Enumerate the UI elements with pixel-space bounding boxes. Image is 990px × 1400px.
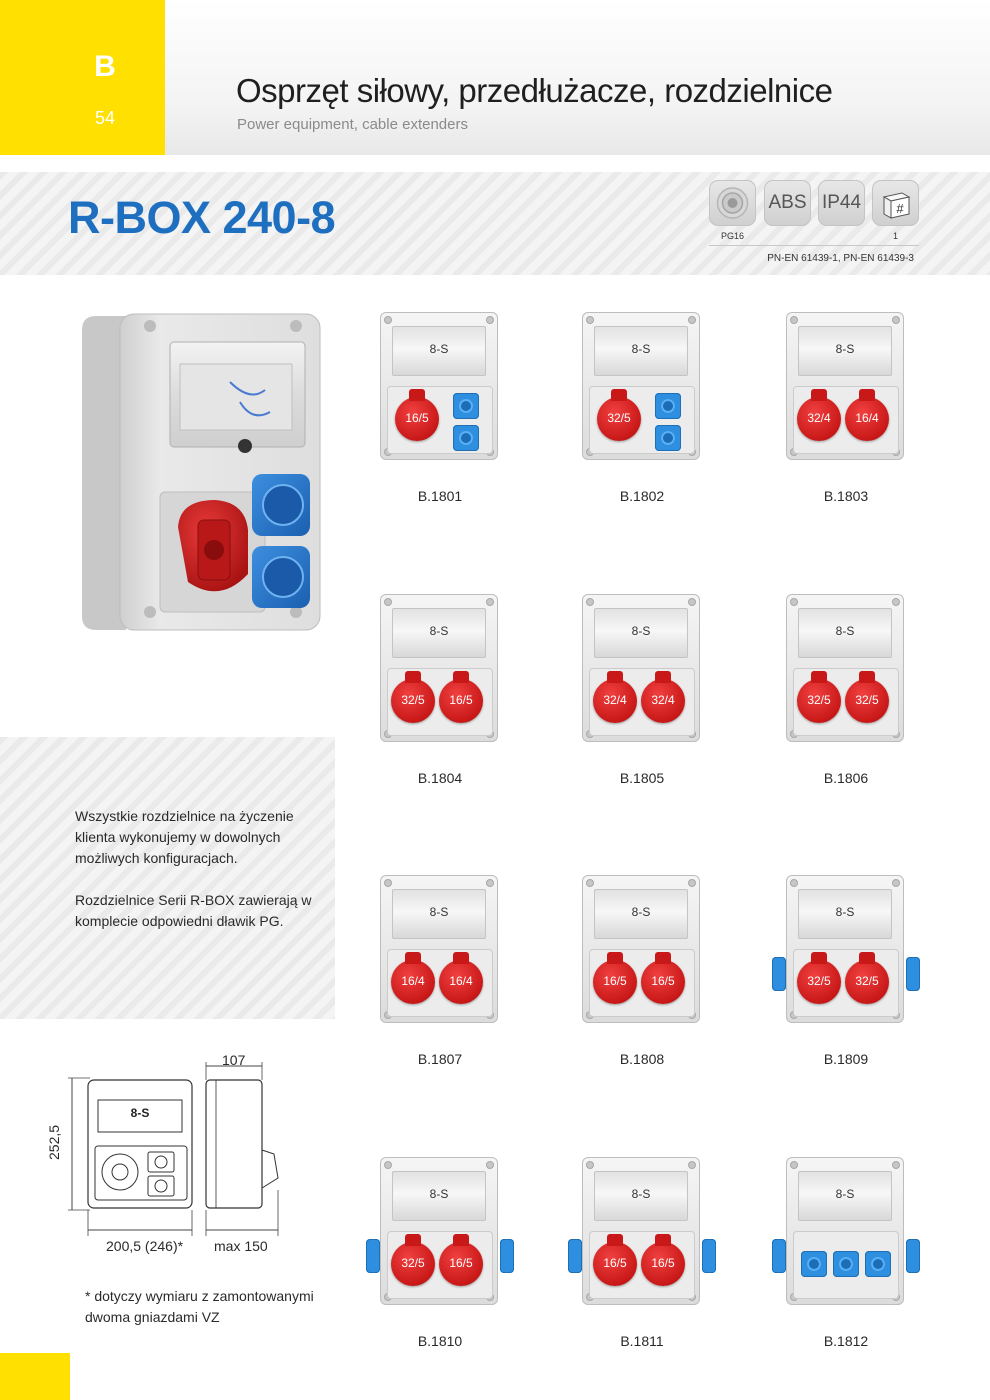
- variant-card: [562, 312, 722, 508]
- max-dimension: max 150: [214, 1238, 268, 1254]
- variant-card: [766, 875, 926, 1071]
- screw-icon: [688, 879, 696, 887]
- screw-icon: [486, 879, 494, 887]
- socket-rating: 32/4: [651, 693, 675, 707]
- badge-material: ABS: [764, 180, 811, 226]
- breaker-window: [798, 889, 892, 939]
- window-label: 8-S: [631, 905, 651, 919]
- page-subtitle: Power equipment, cable extenders: [237, 116, 468, 133]
- enclosure-thumbnail: [786, 594, 904, 742]
- screw-icon: [384, 316, 392, 324]
- screw-icon: [586, 598, 594, 606]
- page-title: Osprzęt siłowy, przedłużacze, rozdzielnice: [236, 72, 833, 109]
- red-socket-icon: [391, 1242, 435, 1286]
- variant-code: B.1807: [417, 1051, 463, 1067]
- variant-code: B.1803: [823, 488, 869, 504]
- technical-drawing: [60, 1060, 290, 1240]
- blue-socket-icon: [453, 425, 479, 451]
- screw-icon: [892, 1161, 900, 1169]
- enclosure-thumbnail: [786, 1157, 904, 1305]
- variant-card: [766, 312, 926, 508]
- socket-rating: 16/4: [449, 974, 473, 988]
- product-photo: [80, 312, 335, 632]
- red-socket-icon: [593, 1242, 637, 1286]
- screw-icon: [688, 1161, 696, 1169]
- breaker-window: [594, 1171, 688, 1221]
- red-socket-icon: [593, 960, 637, 1004]
- variant-code: B.1811: [620, 1333, 664, 1349]
- socket-rating: 32/5: [807, 974, 831, 988]
- quantity-symbol: #: [896, 201, 904, 216]
- depth-dimension: 107: [222, 1052, 246, 1068]
- red-socket-icon: [845, 679, 889, 723]
- breaker-window: [392, 326, 486, 376]
- variant-code: B.1804: [417, 770, 463, 786]
- side-socket-icon: [366, 1239, 380, 1273]
- norm-divider: [709, 245, 919, 246]
- red-socket-icon: [797, 397, 841, 441]
- blue-socket-icon: [655, 425, 681, 451]
- socket-rating: 16/5: [449, 693, 473, 707]
- variant-code: B.1806: [823, 770, 869, 786]
- blue-socket-icon: [801, 1251, 827, 1277]
- red-socket-icon: [641, 679, 685, 723]
- breaker-window: [798, 608, 892, 658]
- red-socket-icon: [845, 960, 889, 1004]
- variant-code: B.1805: [619, 770, 665, 786]
- socket-rating: 16/5: [651, 1256, 675, 1270]
- screw-icon: [586, 879, 594, 887]
- variant-card: [562, 594, 722, 790]
- enclosure-thumbnail: [380, 594, 498, 742]
- breaker-window: [798, 326, 892, 376]
- window-label: 8-S: [835, 624, 855, 638]
- enclosure-thumbnail: [582, 875, 700, 1023]
- socket-rating: 32/4: [807, 411, 831, 425]
- screw-icon: [384, 1161, 392, 1169]
- badge-gland: [709, 180, 756, 226]
- window-label: 8-S: [429, 342, 449, 356]
- variant-card: [562, 875, 722, 1071]
- side-socket-icon: [568, 1239, 582, 1273]
- page-number: 54: [94, 108, 116, 128]
- section-letter: B: [94, 50, 116, 83]
- variant-card: [360, 594, 520, 790]
- variant-code: B.1802: [619, 488, 665, 504]
- socket-rating: 32/5: [855, 974, 879, 988]
- norms: PN-EN 61439-1, PN-EN 61439-3: [767, 253, 914, 264]
- enclosure-thumbnail: [380, 875, 498, 1023]
- red-socket-icon: [593, 679, 637, 723]
- red-socket-icon: [641, 960, 685, 1004]
- variant-code: B.1809: [823, 1051, 869, 1067]
- variant-card: [562, 1157, 722, 1353]
- socket-rating: 16/5: [449, 1256, 473, 1270]
- enclosure-thumbnail: [786, 875, 904, 1023]
- height-dimension: 252,5: [46, 1124, 62, 1160]
- bottom-tab: [0, 1353, 70, 1400]
- badge-quantity: [872, 180, 919, 226]
- red-socket-icon: [439, 679, 483, 723]
- footnote: * dotyczy wymiaru z zamontowanymi dwoma gniazdami VZ: [85, 1288, 314, 1325]
- enclosure-thumbnail: [582, 312, 700, 460]
- screw-icon: [384, 598, 392, 606]
- badge-ip: IP44: [818, 180, 865, 226]
- socket-rating: 32/4: [603, 693, 627, 707]
- variant-code: B.1808: [619, 1051, 665, 1067]
- window-label: 8-S: [429, 624, 449, 638]
- variant-code: B.1812: [823, 1333, 869, 1349]
- window-label: 8-S: [631, 342, 651, 356]
- socket-rating: 16/4: [855, 411, 879, 425]
- enclosure-thumbnail: [582, 594, 700, 742]
- badge-gland-label: PG16: [720, 231, 744, 241]
- red-socket-icon: [439, 1242, 483, 1286]
- red-socket-icon: [797, 960, 841, 1004]
- side-socket-icon: [772, 957, 786, 991]
- window-label: 8-S: [429, 1187, 449, 1201]
- badge-quantity-label: 1: [892, 231, 898, 241]
- blue-socket-icon: [453, 393, 479, 419]
- variant-code: B.1810: [417, 1333, 463, 1349]
- socket-rating: 32/5: [607, 411, 631, 425]
- description: [75, 806, 325, 953]
- section-tab: [0, 0, 165, 155]
- screw-icon: [790, 1161, 798, 1169]
- red-socket-icon: [391, 960, 435, 1004]
- enclosure-thumbnail: [582, 1157, 700, 1305]
- blue-socket-icon: [655, 393, 681, 419]
- side-socket-icon: [702, 1239, 716, 1273]
- screw-icon: [790, 879, 798, 887]
- socket-rating: 16/5: [405, 411, 429, 425]
- socket-rating: 16/5: [651, 974, 675, 988]
- red-socket-icon: [597, 397, 641, 441]
- breaker-window: [392, 608, 486, 658]
- variant-code: B.1801: [417, 488, 463, 504]
- blue-socket-icon: [865, 1251, 891, 1277]
- socket-rating: 32/5: [401, 693, 425, 707]
- side-socket-icon: [500, 1239, 514, 1273]
- breaker-window: [594, 608, 688, 658]
- screw-icon: [688, 598, 696, 606]
- window-label: 8-S: [429, 905, 449, 919]
- side-socket-icon: [906, 1239, 920, 1273]
- breaker-window: [392, 889, 486, 939]
- socket-rating: 16/5: [603, 1256, 627, 1270]
- window-label: 8-S: [835, 1187, 855, 1201]
- screw-icon: [486, 316, 494, 324]
- width-dimension: 200,5 (246)*: [106, 1238, 184, 1254]
- socket-rating: 16/4: [401, 974, 425, 988]
- socket-rating: 16/5: [603, 974, 627, 988]
- description-paragraph: Wszystkie rozdzielnice na życzenie klienta wykonujemy w dowolnych możliwych konfiguracjach.: [75, 808, 294, 866]
- breaker-window: [594, 326, 688, 376]
- screw-icon: [586, 316, 594, 324]
- screw-icon: [892, 316, 900, 324]
- enclosure-thumbnail: [380, 1157, 498, 1305]
- screw-icon: [486, 1161, 494, 1169]
- description-paragraph: Rozdzielnice Serii R-BOX zawierają w komplecie odpowiedni dławik PG.: [75, 892, 312, 929]
- gland-icon: [709, 180, 756, 226]
- variant-card: [360, 875, 520, 1071]
- breaker-window: [594, 889, 688, 939]
- enclosure-thumbnail: [380, 312, 498, 460]
- breaker-window: [798, 1171, 892, 1221]
- screw-icon: [586, 1161, 594, 1169]
- socket-rating: 32/5: [855, 693, 879, 707]
- socket-rating: 32/5: [401, 1256, 425, 1270]
- variant-card: [360, 312, 520, 508]
- screw-icon: [790, 598, 798, 606]
- variant-card: [766, 1157, 926, 1353]
- window-label: 8-S: [835, 905, 855, 919]
- screw-icon: [892, 879, 900, 887]
- enclosure-thumbnail: [786, 312, 904, 460]
- screw-icon: [892, 598, 900, 606]
- screw-icon: [790, 316, 798, 324]
- socket-rating: 32/5: [807, 693, 831, 707]
- drawing-window-label: 8-S: [130, 1106, 150, 1120]
- product-title: R-BOX 240-8: [68, 192, 336, 243]
- red-socket-icon: [797, 679, 841, 723]
- screw-icon: [688, 316, 696, 324]
- red-socket-icon: [641, 1242, 685, 1286]
- red-socket-icon: [845, 397, 889, 441]
- red-socket-icon: [439, 960, 483, 1004]
- window-label: 8-S: [835, 342, 855, 356]
- variant-card: [360, 1157, 520, 1353]
- window-label: 8-S: [631, 1187, 651, 1201]
- side-socket-icon: [906, 957, 920, 991]
- screw-icon: [384, 879, 392, 887]
- window-label: 8-S: [631, 624, 651, 638]
- side-socket-icon: [772, 1239, 786, 1273]
- screw-icon: [486, 598, 494, 606]
- breaker-window: [392, 1171, 486, 1221]
- red-socket-icon: [395, 397, 439, 441]
- blue-socket-icon: [833, 1251, 859, 1277]
- red-socket-icon: [391, 679, 435, 723]
- variant-card: [766, 594, 926, 790]
